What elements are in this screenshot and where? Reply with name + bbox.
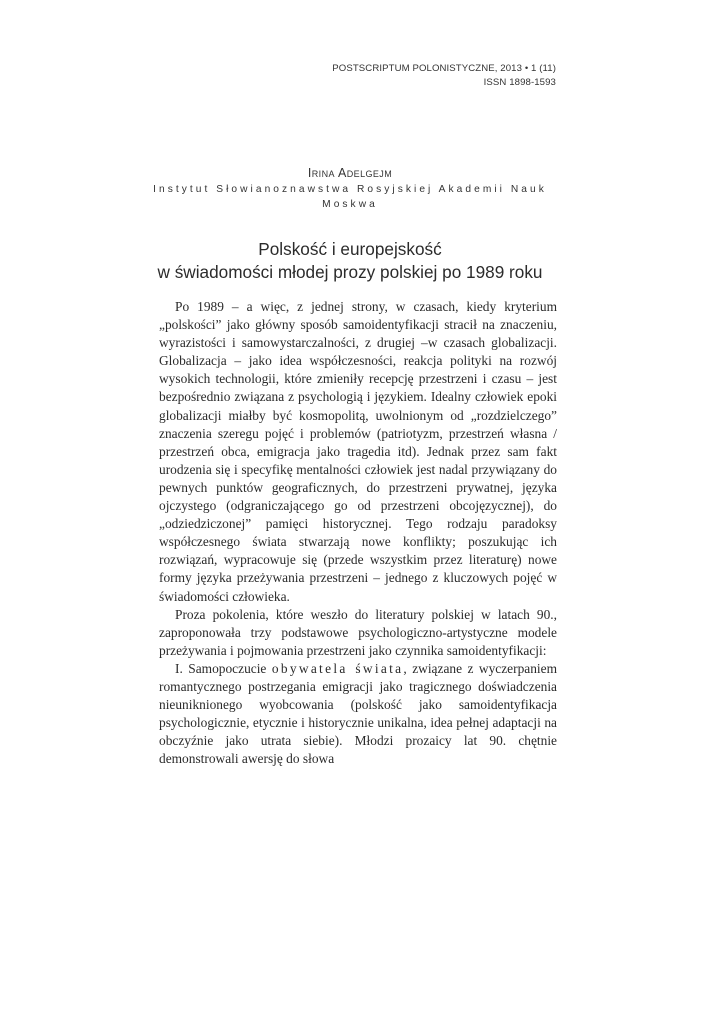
article-title: [140, 238, 560, 284]
article-body: [159, 298, 557, 768]
author-city: Moskwa: [322, 199, 378, 210]
running-header: [332, 62, 556, 90]
paragraph-text: I. Samopoczucie: [175, 660, 272, 676]
issn: ISSN 1898-1593: [483, 77, 556, 88]
paragraph: [159, 660, 557, 769]
title-line-2: w świadomości młodej prozy polskiej po 1989 roku: [157, 262, 543, 282]
author-block: [150, 164, 550, 212]
title-line-1: Polskość i europejskość: [258, 239, 442, 259]
paragraph-text: , związane z wyczerpaniem romantycznego postrzegania emigracji jako tragicznego doświadczenia nieuniknionego wyobcowania (polskość jako samoidentyfikacja psychologicznie, etycznie i historycznie unikalna, idea pełnej adaptacji na obczyźnie jako utrata siebie). Młodzi prozaicy lat 90. chętnie demonstrowali awersję do słowa: [159, 660, 557, 767]
author-institute: Instytut Słowianoznawstwa Rosyjskiej Akademii Nauk: [153, 184, 547, 195]
author-name: Irina Adelgejm: [307, 166, 393, 180]
emphasized-term: obywatela świata: [271, 660, 404, 676]
journal-info: POSTSCRIPTUM POLONISTYCZNE, 2013 • 1 (11): [332, 63, 556, 74]
paragraph: Po 1989 – a więc, z jednej strony, w czasach, kiedy kryterium „polskości” jako główny sposób samoidentyfikacji stracił na znaczeniu, wyrazistości i samowystarczalności, z drugiej –w czasach globalizacji. Globalizacja – jako idea współczesności, reakcja polityki na rozwój wysokich technologii, które zmieniły recepcję przestrzeni i czasu – jest bezpośrednio związana z psychologią i językiem. Idealny człowiek epoki globalizacji miałby być kosmopolitą, uwolnionym od „rozdzielczego” znaczenia szeregu pojęć i problemów (patriotyzm, przestrzeń własna / przestrzeń obca, emigracja jako tragedia itd). Jednak przez sam fakt urodzenia się i specyfikę mentalności człowiek jest nadal przywiązany do pewnych punktów geograficznych, do przestrzeni prywatnej, języka ojczystego (odgraniczającego go od przestrzeni obcojęzycznej), do „odziedziczonej” pamięci historycznej. Tego rodzaju paradoksy współczesnego świata stwarzają nowe konflikty; poszukując ich rozwiązań, wypracowuje się (przede wszystkim przez literaturę) nowe formy języka przeżywania przestrzeni – jednego z kluczowych pojęć w świadomości człowieka.: [159, 299, 557, 604]
paragraph: Proza pokolenia, które weszło do literatury polskiej w latach 90., zaproponowała trzy podstawowe psychologiczno-artystyczne modele przeżywania i pojmowania przestrzeni jako czynnika samoidentyfikacji:: [159, 606, 557, 658]
